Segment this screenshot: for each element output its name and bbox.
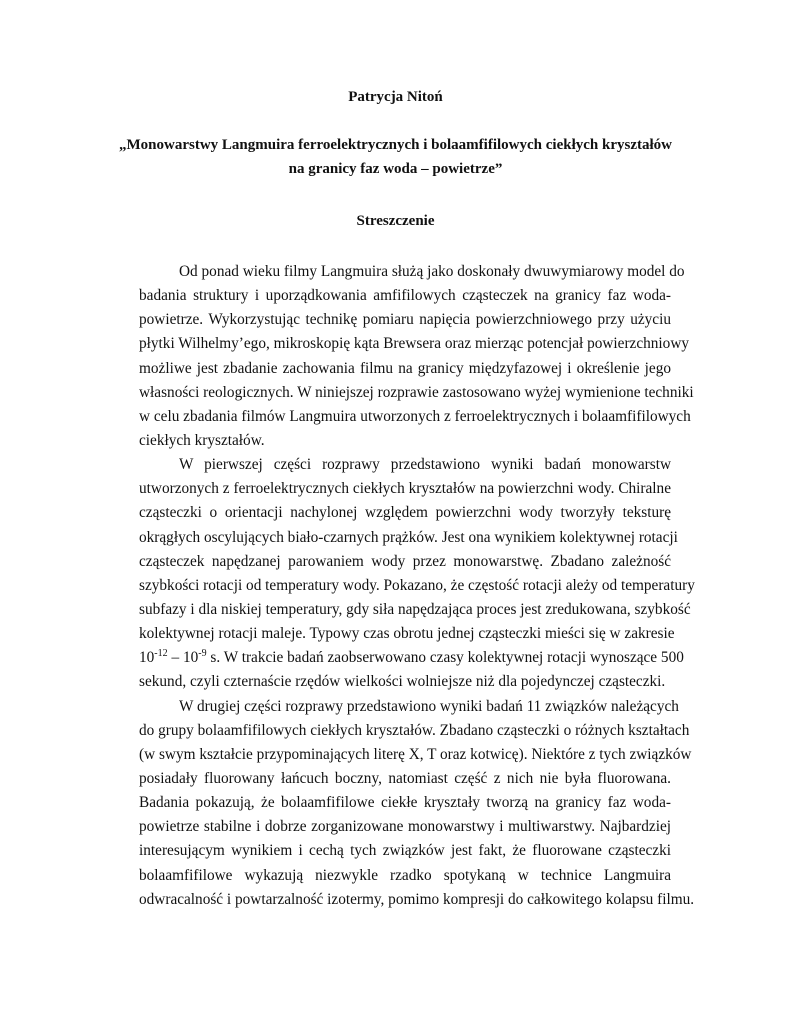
title-line-1: „Monowarstwy Langmuira ferroelektrycznych i bolaamfifilowych ciekłych kryształów xyxy=(119,137,672,153)
paragraph-2 xyxy=(139,453,695,694)
text-line: możliwe jest zbadanie zachowania filmu na granicy międzyfazowej i określenie jego xyxy=(139,359,671,377)
range-exponent-2: -9 xyxy=(198,648,207,660)
text-line: powietrze stabilne i dobrze zorganizowane monowarstwy i multiwarstwy. Najbardziej xyxy=(139,818,671,836)
range-text-line xyxy=(139,646,684,670)
text-line: W pierwszej części rozprawy przedstawiono wyniki badań monowarstw xyxy=(179,456,671,474)
text-line: cząsteczki o orientacji nachylonej względem powierzchni wody tworzyły teksturę xyxy=(139,504,671,522)
text-line: kolektywnej rotacji maleje. Typowy czas obrotu jednej cząsteczki mieści się w zakresie xyxy=(139,625,675,643)
text-line: do grupy bolaamfifilowych ciekłych kryształów. Zbadano cząsteczki o różnych kształtach xyxy=(139,721,690,739)
author-name: Patrycja Nitoń xyxy=(348,89,443,105)
text-line: bolaamfifilowe wykazują niezwykle rzadko spotykaną w technice Langmuira xyxy=(139,866,671,884)
range-base-2: 10 xyxy=(182,649,199,667)
text-line: płytki Wilhelmy’ego, mikroskopię kąta Brewsera oraz mierząc potencjał powierzchniowy xyxy=(139,335,690,353)
text-line: posiadały fluorowany łańcuch boczny, natomiast część z nich nie była fluorowana. xyxy=(139,769,671,787)
range-exponent-1: -12 xyxy=(154,648,168,660)
title-line-2: na granicy faz woda – powietrze” xyxy=(288,161,503,177)
text-line: interesującym wynikiem i cechą tych związków jest fakt, że fluorowane cząsteczki xyxy=(139,842,671,860)
text-line: Od ponad wieku filmy Langmuira służą jako doskonały dwuwymiarowy model do xyxy=(179,263,685,280)
text-line: sekund, czyli czternaście rzędów wielkości wolniejsze niż dla pojedynczej cząsteczki. xyxy=(139,673,666,691)
text-line: cząsteczek napędzanej parowaniem wody przez monowarstwę. Zbadano zależność xyxy=(139,552,671,570)
text-line: okrągłych oscylujących biało-czarnych prążków. Jest ona wynikiem kolektywnej rotacji xyxy=(139,528,678,546)
section-heading: Streszczenie xyxy=(356,213,435,229)
text-line: (w swym kształcie przypominających literę X, T oraz kotwicę). Niektóre z tych związków xyxy=(139,745,692,763)
text-line: odwracalność i powtarzalność izotermy, pomimo kompresji do całkowitego kolapsu filmu. xyxy=(139,890,695,908)
text-line: powietrze. Wykorzystując technikę pomiaru napięcia powierzchniowego przy użyciu xyxy=(139,311,671,329)
paragraph-3 xyxy=(139,695,695,912)
text-line: w celu zbadania filmów Langmuira utworzonych z ferroelektrycznych i bolaamfifilowych xyxy=(139,407,691,425)
abstract-body xyxy=(139,260,695,912)
text-line: subfazy i dla niskiej temperatury, gdy siła napędzająca proces jest zredukowana, szybkość xyxy=(139,600,691,618)
text-line: W drugiej części rozprawy przedstawiono wyniki badań 11 związków należących xyxy=(179,697,679,715)
paragraph-1 xyxy=(139,260,694,453)
text-line: ciekłych kryształów. xyxy=(139,431,265,449)
text-line: szybkości rotacji od temperatury wody. Pokazano, że częstość rotacji ależy od temperatury xyxy=(139,576,695,594)
range-dash: – xyxy=(167,649,183,667)
text-line: utworzonych z ferroelektrycznych ciekłych kryształów na powierzchni wody. Chiralne xyxy=(139,480,671,498)
range-base-1: 10 xyxy=(139,649,155,667)
document-title xyxy=(100,133,691,181)
text-line: własności reologicznych. W niniejszej rozprawie zastosowano wyżej wymienione techniki xyxy=(139,383,694,401)
range-rest: s. W trakcie badań zaobserwowano czasy kolektywnej rotacji wynoszące 500 xyxy=(206,649,684,667)
text-line: Badania pokazują, że bolaamfifilowe ciekłe kryształy tworzą na granicy faz woda- xyxy=(139,794,671,812)
text-line: badania struktury i uporządkowania amfifilowych cząsteczek na granicy faz woda- xyxy=(139,287,671,305)
